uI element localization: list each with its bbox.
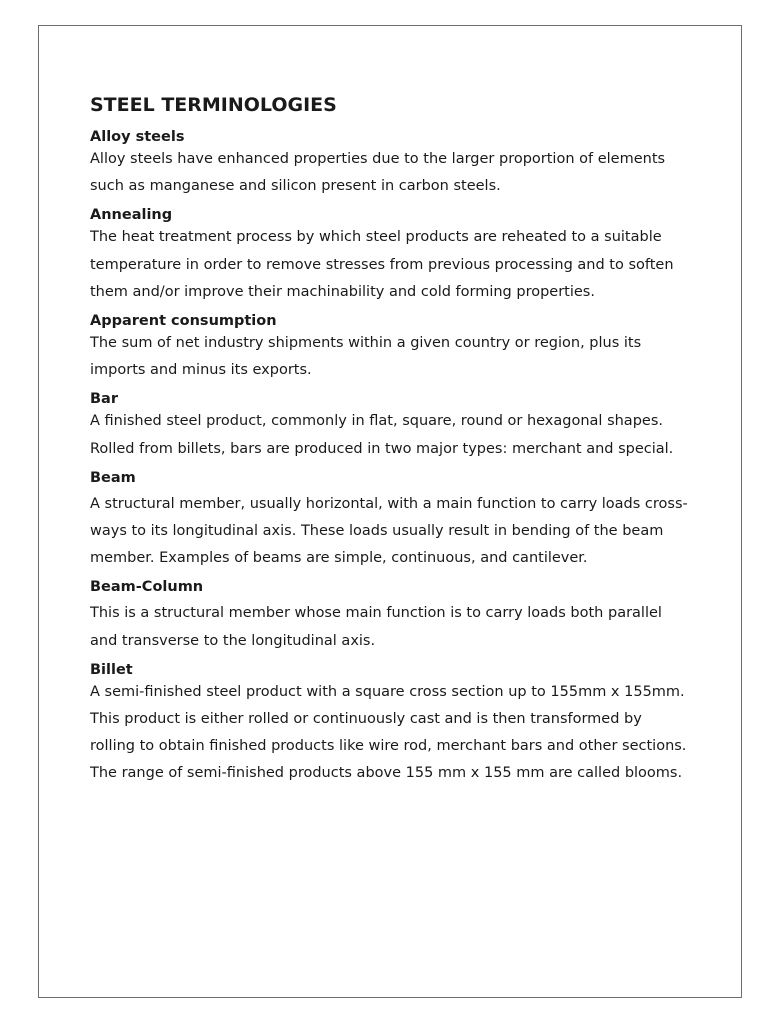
glossary-term: Beam-Column [90, 579, 204, 596]
glossary-term: Bar [90, 391, 118, 408]
glossary-definition: This is a structural member whose main function is to carry loads both parallel and transverse to the longitudinal axis. [90, 605, 662, 649]
glossary-entry [90, 469, 690, 573]
glossary-definition: The sum of net industry shipments within a given country or region, plus its imports and minus its exports. [90, 335, 642, 379]
document-content [90, 92, 690, 794]
glossary-definition: A finished steel product, commonly in flat, square, round or hexagonal shapes. Rolled from billets, bars are produced in two major types: merchant and special. [90, 413, 674, 457]
glossary-definition: The heat treatment process by which steel products are reheated to a suitable temperature in order to remove stresses from previous processing and to soften them and/or improve their machinability and cold forming properties. [90, 229, 674, 300]
glossary-entry [90, 312, 690, 384]
glossary-term: Annealing [90, 207, 173, 224]
glossary-term: Beam [90, 469, 136, 486]
glossary-entry [90, 390, 690, 462]
glossary-entry [90, 578, 690, 654]
glossary-definition: A semi-finished steel product with a square cross section up to 155mm x 155mm. This product is either rolled or continuously cast and is then transformed by rolling to obtain finished products like wire rod, merchant bars and other sections. The range of semi-finished products above 155 mm x 155 mm are called blooms. [90, 683, 687, 782]
glossary-definition: A structural member, usually horizontal, with a main function to carry loads cross-ways to its longitudinal axis. These loads usually result in bending of the beam member. Examples of beams are simple, continuous, and cantilever. [90, 495, 688, 567]
document-page [38, 25, 742, 998]
glossary-entry [90, 206, 690, 306]
glossary-term: Apparent consumption [90, 313, 277, 330]
glossary-definition: Alloy steels have enhanced properties due to the larger proportion of elements such as manganese and silicon present in carbon steels. [90, 151, 666, 195]
glossary-entry [90, 661, 690, 788]
glossary-entry [90, 128, 690, 200]
glossary-term: Alloy steels [90, 129, 185, 145]
document-title: STEEL TERMINOLOGIES [90, 94, 337, 116]
glossary-term: Billet [90, 661, 133, 678]
